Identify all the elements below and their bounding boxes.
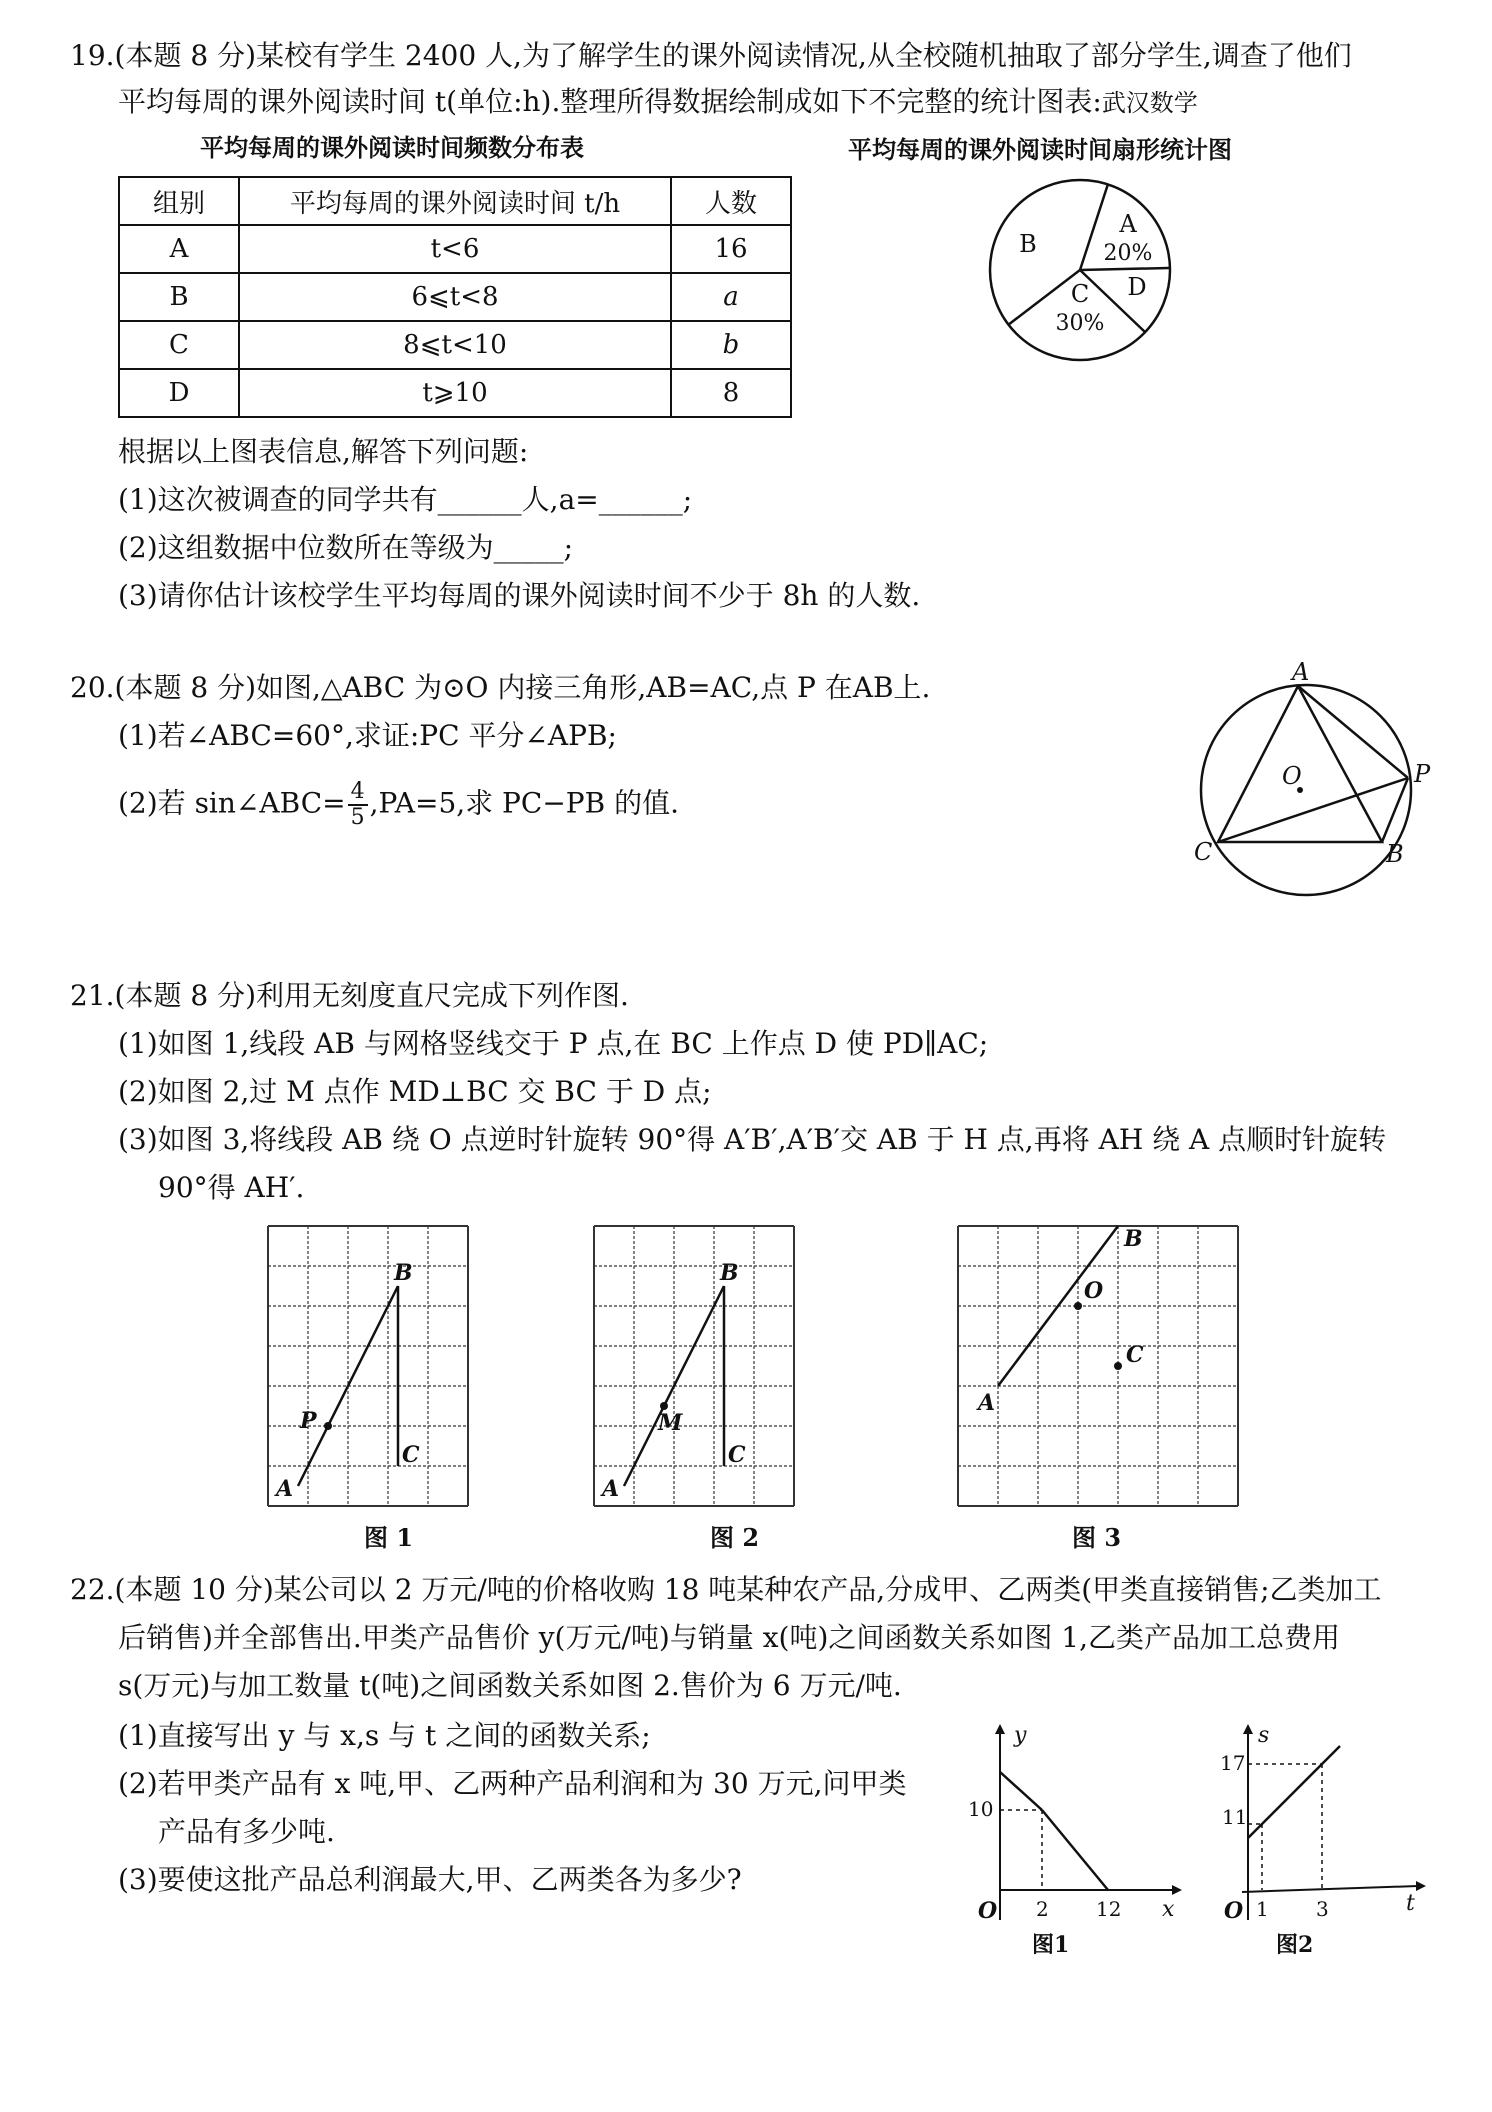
- table-cell: C: [119, 321, 239, 369]
- q20-part1: (1)若∠ABC=60°,求证:PC 平分∠APB;: [118, 719, 617, 752]
- label-a: A: [602, 1476, 620, 1502]
- fig2-caption: 图 2: [710, 1523, 760, 1552]
- graph2-xtick-1: 1: [1256, 1897, 1269, 1921]
- label-p: P: [300, 1408, 317, 1434]
- pie-label-b: B: [1019, 230, 1037, 258]
- q19-line2-text: 平均每周的课外阅读时间 t(单位:h).整理所得数据绘制成如下不完整的统计图表:: [118, 85, 1102, 118]
- q20-part2-post: ,PA=5,求 PC−PB 的值.: [369, 786, 680, 820]
- q19-line2: [118, 84, 1198, 121]
- label-a: A: [978, 1390, 996, 1416]
- q22-line1: 22.(本题 10 分)某公司以 2 万元/吨的价格收购 18 吨某种农产品,分成甲、乙两类(甲类直接销售;乙类加工: [70, 1573, 1382, 1606]
- frequency-table: [118, 176, 792, 418]
- q19-intro: 根据以上图表信息,解答下列问题:: [118, 435, 529, 468]
- table-cell: a: [671, 273, 791, 321]
- label-c: C: [402, 1442, 420, 1468]
- label-b: B: [1124, 1226, 1143, 1252]
- grid-figure-2: [592, 1222, 832, 1510]
- table-cell: D: [119, 369, 239, 417]
- label-b: B: [1386, 840, 1404, 868]
- label-a: A: [1292, 658, 1310, 686]
- table-row: [119, 321, 791, 369]
- point-o: [1074, 1302, 1082, 1310]
- circle-triangle-figure: [1180, 660, 1440, 910]
- pie-chart: [980, 170, 1180, 370]
- graph1-line-segment-2: [1042, 1810, 1108, 1890]
- pie-pct-c: 30%: [1055, 311, 1105, 336]
- label-o: O: [1084, 1278, 1104, 1304]
- label-c: C: [1126, 1342, 1144, 1368]
- q22-part2a: (2)若甲类产品有 x 吨,甲、乙两种产品利润和为 30 万元,问甲类: [118, 1767, 907, 1800]
- table-cell: 16: [671, 225, 791, 273]
- q21-part2: (2)如图 2,过 M 点作 MD⊥BC 交 BC 于 D 点;: [118, 1075, 712, 1108]
- graph2-slabel: s: [1258, 1723, 1270, 1748]
- point-p: [324, 1422, 332, 1430]
- pie-label-d: D: [1127, 273, 1147, 301]
- q22-part2b: 产品有多少吨.: [158, 1815, 335, 1848]
- graph2-tlabel: t: [1406, 1891, 1415, 1916]
- circumcircle: [1201, 685, 1411, 895]
- table-title: 平均每周的课外阅读时间频数分布表: [200, 133, 584, 162]
- pie-divider-ad: [1080, 268, 1169, 270]
- grid-figure-3: [956, 1222, 1236, 1510]
- table-row: [119, 369, 791, 417]
- table-row: [119, 225, 791, 273]
- graph2-ytick-11: 11: [1222, 1805, 1248, 1829]
- table-cell: t<6: [239, 225, 671, 273]
- graph-2: [1210, 1720, 1440, 1960]
- table-header-row: [119, 177, 791, 225]
- point-m: [660, 1402, 668, 1410]
- q20-part2: [118, 780, 679, 830]
- graph1-origin: O: [978, 1898, 998, 1924]
- graph2-ytick-17: 17: [1220, 1751, 1246, 1775]
- q21-part1: (1)如图 1,线段 AB 与网格竖线交于 P 点,在 BC 上作点 D 使 PD∥AC;: [118, 1027, 989, 1060]
- s-axis-arrow: [1243, 1724, 1253, 1734]
- graph1-ytick-10: 10: [968, 1797, 994, 1821]
- segment-pb: [1382, 778, 1408, 842]
- y-axis-arrow: [995, 1724, 1005, 1734]
- pie-label-a: A: [1119, 210, 1137, 238]
- segment-pa: [1298, 686, 1408, 778]
- t-axis-arrow: [1416, 1881, 1426, 1891]
- q21-part3a: (3)如图 3,将线段 AB 绕 O 点逆时针旋转 90°得 A′B′,A′B′交 AB 于 H 点,再将 AH 绕 A 点顺时针旋转: [118, 1123, 1387, 1156]
- graph2-caption: 图2: [1276, 1932, 1314, 1958]
- graph1-line-segment-1: [1000, 1772, 1042, 1810]
- fraction-denominator: 5: [350, 805, 365, 830]
- q20-part2-pre: (2)若 sin∠ABC=: [118, 786, 346, 820]
- q22-line3: s(万元)与加工数量 t(吨)之间函数关系如图 2.售价为 6 万元/吨.: [118, 1669, 902, 1702]
- q21-line1: 21.(本题 8 分)利用无刻度直尺完成下列作图.: [70, 979, 629, 1012]
- table-cell: t⩾10: [239, 369, 671, 417]
- q22-line2: 后销售)并全部售出.甲类产品售价 y(万元/吨)与销量 x(吨)之间函数关系如图 1,乙类产品加工总费用: [118, 1621, 1340, 1654]
- label-c: C: [728, 1442, 746, 1468]
- q21-part3b: 90°得 AH′.: [158, 1171, 305, 1204]
- table-cell: A: [119, 225, 239, 273]
- graph1-xlabel: x: [1162, 1897, 1175, 1922]
- graph-1: [960, 1720, 1190, 1960]
- label-a: A: [276, 1476, 294, 1502]
- table-cell: b: [671, 321, 791, 369]
- graph1-xtick-2: 2: [1036, 1897, 1049, 1921]
- table-cell: B: [119, 273, 239, 321]
- x-axis-arrow: [1172, 1885, 1182, 1895]
- q19-part2: (2)这组数据中位数所在等级为_____;: [118, 531, 574, 564]
- table-row: [119, 273, 791, 321]
- q19-part3: (3)请你估计该校学生平均每周的课外阅读时间不少于 8h 的人数.: [118, 579, 921, 612]
- table-header-group: 组别: [119, 177, 239, 225]
- q22-part3: (3)要使这批产品总利润最大,甲、乙两类各为多少?: [118, 1863, 742, 1896]
- t-axis: [1242, 1886, 1418, 1892]
- label-m: M: [658, 1410, 683, 1436]
- graph2-line-ext: [1322, 1746, 1340, 1764]
- fraction: [348, 780, 368, 830]
- label-b: B: [394, 1260, 413, 1286]
- graph1-xtick-12: 12: [1096, 1897, 1122, 1921]
- label-c: C: [1194, 838, 1213, 866]
- graph1-ylabel: y: [1014, 1723, 1027, 1748]
- label-p: P: [1414, 760, 1431, 788]
- pie-label-c: C: [1070, 280, 1090, 308]
- label-o: O: [1282, 762, 1302, 790]
- q22-part1: (1)直接写出 y 与 x,s 与 t 之间的函数关系;: [118, 1719, 651, 1752]
- q19-line1: 19.(本题 8 分)某校有学生 2400 人,为了解学生的课外阅读情况,从全校随机抽取了部分学生,调查了他们: [70, 39, 1352, 72]
- graph1-caption: 图1: [1032, 1932, 1070, 1958]
- pie-pct-a: 20%: [1103, 241, 1153, 266]
- table-header-time: 平均每周的课外阅读时间 t/h: [239, 177, 671, 225]
- point-c: [1114, 1362, 1122, 1370]
- table-cell: 8: [671, 369, 791, 417]
- grid-figure-1: [266, 1222, 506, 1510]
- table-cell: 6⩽t<8: [239, 273, 671, 321]
- graph2-xtick-3: 3: [1316, 1897, 1329, 1921]
- table-cell: 8⩽t<10: [239, 321, 671, 369]
- graph2-line: [1248, 1764, 1322, 1838]
- fig3-caption: 图 3: [1072, 1523, 1122, 1552]
- fig1-caption: 图 1: [364, 1523, 414, 1552]
- q20-line1: 20.(本题 8 分)如图,△ABC 为⊙O 内接三角形,AB=AC,点 P 在AB上.: [70, 671, 931, 704]
- pie-title: 平均每周的课外阅读时间扇形统计图: [848, 135, 1232, 164]
- q19-part1: (1)这次被调查的同学共有______人,a=______;: [118, 483, 693, 516]
- label-b: B: [720, 1260, 739, 1286]
- fraction-numerator: 4: [348, 780, 368, 806]
- table-header-count: 人数: [671, 177, 791, 225]
- graph2-origin: O: [1224, 1898, 1244, 1924]
- watermark-text: 武汉数学: [1101, 89, 1198, 117]
